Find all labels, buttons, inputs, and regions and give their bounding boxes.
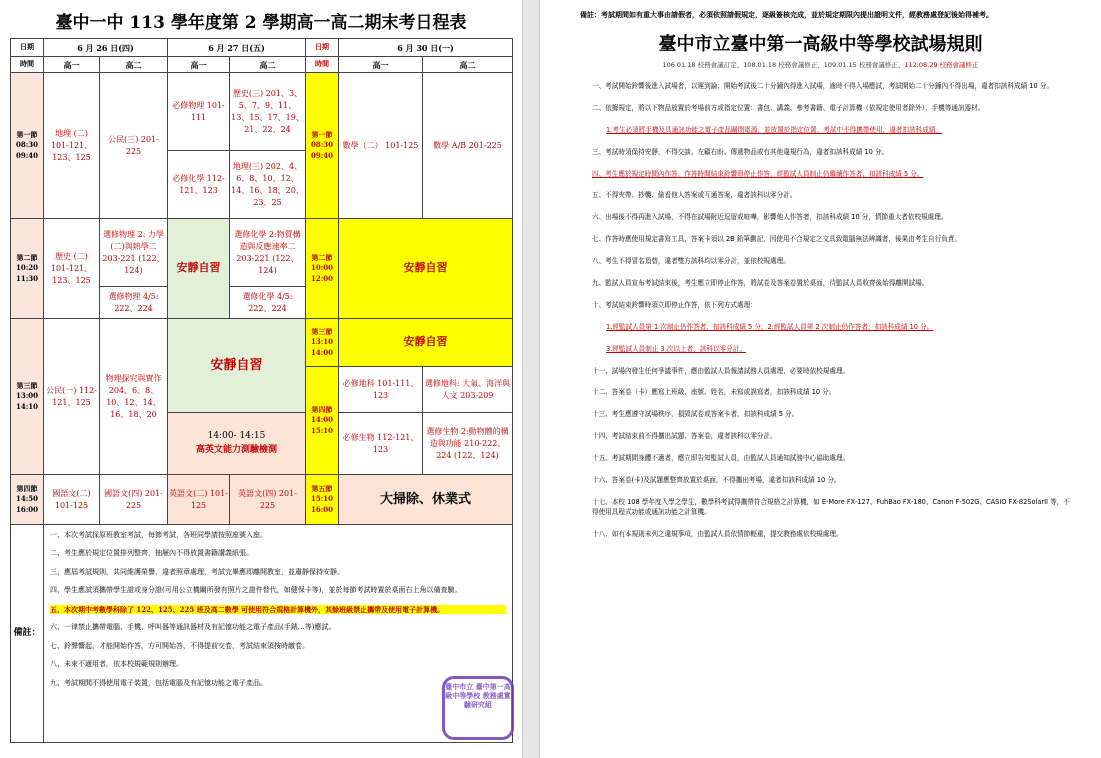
rule-subitem: 1.經監試人員第 1 次制止仍作答者，扣該科成績 5 分，2.經監試人員第 2 次制止仍作答者，扣該科成績 10 分。 <box>606 322 934 331</box>
note-item: 二、考生應於規定位置排列整齊，抽屜內不得放置書籍講義紙張。 <box>50 549 253 558</box>
rule-subitem: 1.考生必須將手機及具通訊功能之電子產品關閉電源，並放置於指定位置，考試中不得攜帶使用，違者扣該科成績。 <box>606 125 942 134</box>
cell-d1-g2-p4: 國語文(四) 201-225 <box>100 475 168 525</box>
cell-d2-g1-p4: 英語文(二) 101-125 <box>168 475 230 525</box>
note-item: 八、未來不適用者，依本校規範規則辦理。 <box>50 660 183 669</box>
cell-d3-g2-p4b: 選修生物 2:動物體的構造與功能 210-222、224 (122、124) <box>423 413 513 475</box>
note-item: 一、本次考試採原班教室考試，每節考試，各班同學請按照座號入座。 <box>50 531 267 539</box>
rule-item: 六、出場後不得再進入試場，不得在試場附近逗留或喧嘩，影響他人作答者，扣該科成績 10 分，情節重大者依校規處理。 <box>592 213 948 222</box>
note-item: 六、一律禁止攜帶電腦、手機、呼叫器等通訊器材及有記憶功能之電子產品(手錶…等)應試。 <box>50 623 336 632</box>
time-label: 時間 <box>11 57 44 73</box>
cell-d3-p3: 安靜自習 <box>339 319 513 367</box>
cell-d2-p3: 安靜自習 <box>168 319 306 413</box>
day3-period2-label: 第二節 10:00 12:00 <box>306 219 339 319</box>
cell-d1-g2-p2b: 選修物理 4/5: 222、224 <box>100 287 168 319</box>
note-item: 七、鈴聲響起，才能開始作答，方可開始答，不得提前交卷，考試結束須按時繳卷。 <box>50 641 309 650</box>
rule-item: 十六、答案卷(卡)及試題應整齊放置於桌面，不得攜出考場，違者扣該科成績 10 分。 <box>592 476 841 485</box>
cell-d2-g1-p2: 安靜自習 <box>168 219 230 319</box>
grade2-header: 高二 <box>423 57 513 73</box>
note-item: 九、考試期間不得使用電子裝置，包括電腦及有記憶功能之電子產品。 <box>50 678 267 687</box>
rule-item: 十七、本校 108 學年度入學之學生，數學科考試得攜帶符合規格之計算機，如 E-More FX-127、FuhBao FX-180、Canon F-502G、CASIO FX-82SolarII 等，不得使用具程式功能或通訊功能之計算機。 <box>592 497 1070 516</box>
top-note: 備註：考試期間如有重大事由請假者，必須依照請假規定，逐級簽核完成，並於規定期限內提出證明文件，經教務處登記後始得補考。 <box>580 11 993 19</box>
date-label-day3: 日期 <box>306 39 339 57</box>
cell-d3-g1-p1: 數學（二） 101-125 <box>339 73 423 219</box>
day3-header: 6 月 30 日(一) <box>339 39 513 57</box>
cell-d2-g2-p4: 英語文(四) 201-225 <box>230 475 306 525</box>
rule-item: 九、監試人員宣布考試結束後，考生應立即停止作答，將試卷及答案卷置於桌面，待監試人員收齊後始得離開試場。 <box>592 279 929 288</box>
grade1-header: 高一 <box>339 57 423 73</box>
revision-text: 106.01.18 校務會議訂定、108.01.18 校務會議修正、109.01.15 校務會議修正、 <box>662 61 905 69</box>
cell-d1-g1-p3: 公民(一) 112-121、125 <box>44 319 100 475</box>
rule-item: 五、不得夾帶、抄襲、偷看他人答案或互通答案，違者該科以零分計。 <box>592 191 797 200</box>
right-page <box>540 0 1101 758</box>
notes-label: 備註： <box>11 525 44 743</box>
cell-d3-g2-p1: 數學 A/B 201-225 <box>423 73 513 219</box>
rule-item: 十二、答案卷（卡）應寫上班級、座號、姓名，未寫或誤寫者，扣該科成績 10 分。 <box>592 388 836 397</box>
date-label: 日期 <box>11 39 44 57</box>
cell-d1-g1-p1: 地理 (二) 101-121、123、125 <box>44 73 100 219</box>
cell-d2-g1-p1a: 必修物理 101-111 <box>168 73 230 151</box>
time-label-day3: 時間 <box>306 57 339 73</box>
rule-item: 八、考生不得冒名頂替，違者雙方該科均以零分計，並依校規處理。 <box>592 257 790 266</box>
note-item-highlight: 五、本次期中考數學科除了 122、125、225 班及高二數學 可使用符合規格計算機外，其餘班級禁止攜帶及使用電子計算機。 <box>50 605 506 614</box>
rule-item: 十、考試結束鈴響時須立即停止作答，依下列方式處理： <box>592 300 757 309</box>
rule-item: 二、依據規定，將以下物品放置於考場前方或指定位置：書包、講義、參考書籍、電子計算機（依規定使用者除外）、手機等通訊器材。 <box>592 103 985 112</box>
revision-history <box>540 60 1101 69</box>
revision-latest: 112.08.29 校務會議修正 <box>904 61 979 69</box>
day3-period5-label: 第五節 15:10 16:00 <box>306 475 339 525</box>
cell-d2-g2-p2b: 選修化學 4/5: 222、224 <box>230 287 306 319</box>
rule-item: 一、考試開始鈴響後進入試場者，以遲到論；開始考試後二十分鐘內得進入試場，逾時不得入場應試，考試開始二十分鐘內不得出場，違者扣該科成績 10 分。 <box>592 82 1053 90</box>
rule-subitem: 3.經監試人員制止 3 次以上者，該科以零分計。 <box>606 344 746 353</box>
period2-label: 第二節 10:20 11:30 <box>11 219 44 319</box>
rule-item-highlight: 四、考生應於規定時間內作答，作答時間結束鈴響即停止作答，經監試人員制止仍繼續作答者，扣該科成績 5 分。 <box>592 169 924 178</box>
cell-d3-g1-p4b: 必修生物 112-121、123 <box>339 413 423 475</box>
cell-d1-g1-p2: 歷史 (二) 101-121、123、125 <box>44 219 100 319</box>
period1-label: 第一節 08:30 09:40 <box>11 73 44 219</box>
schedule-title: 臺中一中 113 學年度第 2 學期高一高二期末考日程表 <box>55 13 467 33</box>
cell-d1-g2-p2a: 選修物理 2: 力學 (二)與熱學二 203-221 (122、124) <box>100 219 168 287</box>
cell-d3-p2: 安靜自習 <box>339 219 513 319</box>
left-page <box>0 0 522 758</box>
day3-period4-label: 第四節 14:00 15:10 <box>306 367 339 475</box>
cell-d2-p3b <box>168 413 306 475</box>
rule-item: 十四、考試結束前不得攜出試題、答案卷，違者該科以零分計。 <box>592 432 777 441</box>
page-gutter <box>522 0 540 758</box>
grade2-header: 高二 <box>100 57 168 73</box>
cell-d3-g1-p4a: 必修地科 101-111、123 <box>339 367 423 413</box>
cell-d2-g2-p2a: 選修化學 2:物質構造與反應速率二 203-221 (122、124) <box>230 219 306 287</box>
grade1-header: 高一 <box>168 57 230 73</box>
rules-list <box>592 82 1076 552</box>
official-stamp: 臺中市立 臺中第一高級中等學校 教務處實驗研究組 <box>442 676 514 740</box>
period4-label: 第四節 14:50 16:00 <box>11 475 44 525</box>
cell-d3-g2-p4a: 選修地科: 大氣、海洋與人文 203-209 <box>423 367 513 413</box>
rule-item: 七、作答時應使用規定書寫工具，答案卡須以 2B 鉛筆劃記，因使用不合規定之文具致電腦無法辨識者，後果由考生自行負責。 <box>592 235 961 244</box>
cell-d1-g1-p4: 國語文(二) 101-125 <box>44 475 100 525</box>
grade2-header: 高二 <box>230 57 306 73</box>
period3-label: 第三節 13:00 14:10 <box>11 319 44 475</box>
day2-header: 6 月 27 日(五) <box>168 39 306 57</box>
note-item: 四、學生應試須攜帶學生證或身分證(可用公立機關所發有照片之證件替代，如健保卡等)，並於每節考試時置於桌面右上角以備查驗。 <box>50 586 462 595</box>
grade1-header: 高一 <box>44 57 100 73</box>
english-test-label: 高英文能力測驗檢測 <box>195 444 277 455</box>
english-test-time: 14:00- 14:15 <box>207 431 266 441</box>
rule-item: 十一、試場內發生任何爭議事件，應由監試人員報請試務人員處理，必要時依校規處理。 <box>592 366 850 375</box>
rule-item: 十五、考試期間身體不適者，應立即告知監試人員，由監試人員通知試務中心協助處理。 <box>592 454 850 463</box>
cell-d2-g2-p1b: 地理(三) 202、4、6、8、10、12、14、16、18、20、23、25 <box>230 151 306 219</box>
cell-d2-g2-p1a: 歷史(三) 201、3、5、7、9、11、13、15、17、19、21、22、24 <box>230 73 306 151</box>
day3-period3-label: 第三節 13:10 14:00 <box>306 319 339 367</box>
day1-header: 6 月 26 日(四) <box>44 39 168 57</box>
cell-d3-p5: 大掃除、休業式 <box>339 475 513 525</box>
rule-item: 十八、如有本規則未列之違規事項，由監試人員依情節輕重，提交教務處依校規處理。 <box>592 529 843 538</box>
exam-schedule-table <box>10 38 513 743</box>
day3-period1-label: 第一節 08:30 09:40 <box>306 73 339 219</box>
rule-item: 三、考試時須保持安靜，不得交談、左顧右盼、傳遞物品或有其他違規行為，違者扣該科成績 10 分。 <box>592 147 889 156</box>
rule-item: 十三、考生應遵守試場秩序，損毀試卷或答案卡者，扣該科成績 5 分。 <box>592 410 799 419</box>
note-item: 三、應屆考試規則，共同維護榮譽，違者照章處理，考試完畢應即離開教室，並肅靜保持安靜。 <box>50 567 344 576</box>
rules-title: 臺中市立臺中第一高級中等學校試場規則 <box>658 34 983 55</box>
cell-d1-g2-p1: 公民(三) 201-225 <box>100 73 168 219</box>
cell-d1-g2-p3: 物理探究與實作 204、6、8、10、12、14、16、18、20 <box>100 319 168 475</box>
cell-d2-g1-p1b: 必修化學 112-121、123 <box>168 151 230 219</box>
